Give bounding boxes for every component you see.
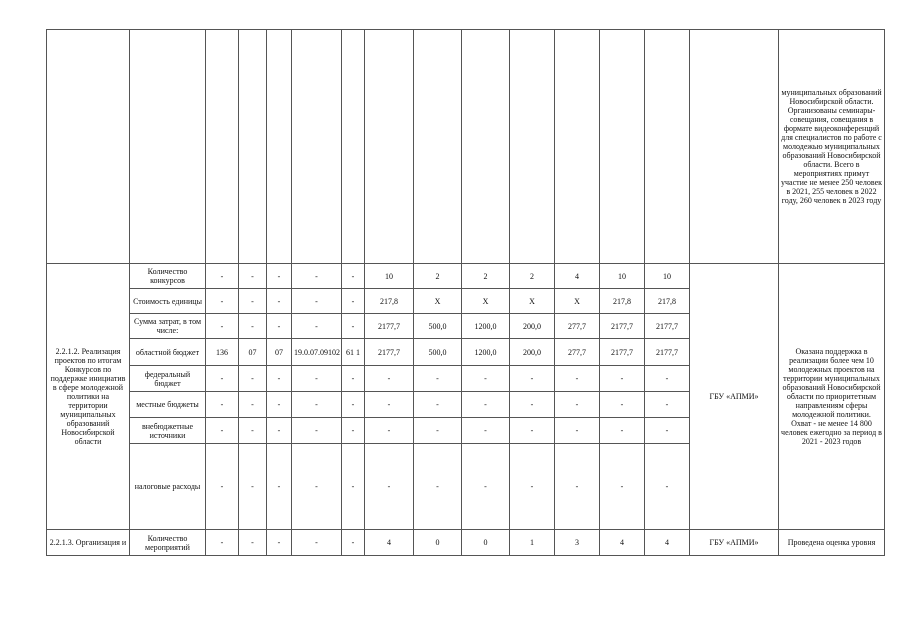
row-label: налоговые расходы (130, 444, 206, 530)
row-label: местные бюджеты (130, 392, 206, 418)
table-row: внебюджетные источники - - - - - - - - - - - - (47, 418, 885, 444)
table-row: налоговые расходы - - - - - - - - - - - - (47, 444, 885, 530)
row-label: внебюджетные источники (130, 418, 206, 444)
row-label: областной бюджет (130, 339, 206, 366)
table-row: областной бюджет 136 07 07 19.0.07.09102 61 1 2177,7 500,0 1200,0 200,0 277,7 2177,7 2177,7 (47, 339, 885, 366)
table-row: федеральный бюджет - - - - - - - - - - - - (47, 366, 885, 392)
item-2212-executor: ГБУ «АПМИ» (690, 264, 779, 530)
program-table (46, 29, 885, 556)
table-row: 2.2.1.2. Реализация проектов по итогам Конкурсов по поддержке инициатив в сфере молодежной политики на территории муниципальных образований Новосибирской области Количество конкурсов - - - - - 10 2 2 2 4 10 10 ГБУ «АПМИ» Оказана поддержка в реализации более чем 10 молодежных проектов на территории муниципальных образований Новосибирской области по приоритетным направлениям сферы молодежной политики. Охват - не менее 14 800 человек ежегодно за период в 2021 - 2023 годов (47, 264, 885, 289)
item-2213-result: Проведена оценка уровня (779, 530, 885, 556)
item-2212-result: Оказана поддержка в реализации более чем 10 молодежных проектов на территории муниципальных образований Новосибирской области по приоритетным направлениям сферы молодежной политики. Охват - не менее 14 800 человек ежегодно за период в 2021 - 2023 годов (779, 264, 885, 530)
continuation-result: муниципальных образований Новосибирской области. Организованы семинары-совещания, совещания в формате видеоконференций для специалистов по работе с молодежью муниципальных образований Новосибирской области. Всего в мероприятиях примут участие не менее 250 человек в 2021, 255 человек в 2022 году, 260 человек в 2023 году (779, 30, 885, 264)
continuation-row (47, 30, 885, 264)
table-row: 2.2.1.3. Организация и Количество мероприятий - - - - - 4 0 0 1 3 4 4 ГБУ «АПМИ» Проведена оценка уровня (47, 530, 885, 556)
row-label: Количество мероприятий (130, 530, 206, 556)
table-row: Стоимость единицы - - - - - 217,8 X X X X 217,8 217,8 (47, 289, 885, 314)
item-2213-title: 2.2.1.3. Организация и (47, 530, 130, 556)
item-2213-executor: ГБУ «АПМИ» (690, 530, 779, 556)
table-row: Сумма затрат, в том числе: - - - - - 2177,7 500,0 1200,0 200,0 277,7 2177,7 2177,7 (47, 314, 885, 339)
row-label: Стоимость единицы (130, 289, 206, 314)
row-label: федеральный бюджет (130, 366, 206, 392)
item-2212-title: 2.2.1.2. Реализация проектов по итогам Конкурсов по поддержке инициатив в сфере молодежной политики на территории муниципальных образований Новосибирской области (47, 264, 130, 530)
row-label: Сумма затрат, в том числе: (130, 314, 206, 339)
table-row: местные бюджеты - - - - - - - - - - - - (47, 392, 885, 418)
row-label: Количество конкурсов (130, 264, 206, 289)
